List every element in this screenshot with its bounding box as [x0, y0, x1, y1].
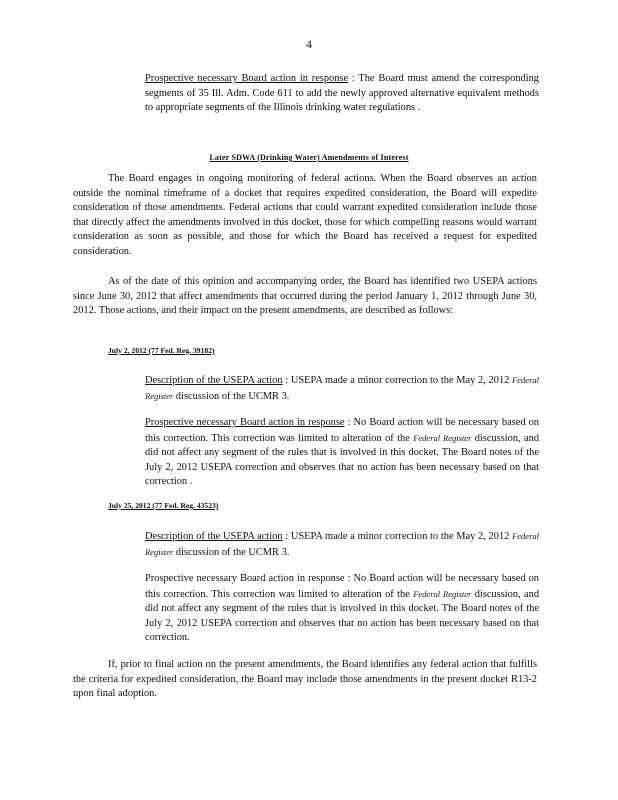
action1-desc-after: discussion of the UCMR 3. — [173, 390, 290, 402]
action2-desc-before: : USEPA made a minor correction to the May 2, 2012 — [282, 531, 513, 542]
intro-label: Prospective necessary Board action in response — [145, 73, 349, 84]
action1-resp-after: discussion, and did not affect any segment of the rules that is involved in this docket. The Board notes of the July 2, 2012 USEPA correction and observes that no action has been necessary based on that correction . — [145, 432, 540, 488]
action2-description — [145, 529, 539, 560]
action1-desc-before: : USEPA made a minor correction to the May 2, 2012 — [282, 375, 513, 386]
intro-text: : The Board must amend the corresponding segments of 35 Ill. Adm. Code 611 to add the newly approved alternative equivalent methods to appropriate segments of the Illinois drinking water regulations . — [145, 73, 539, 114]
action1-desc-fr: Federal Register — [145, 375, 539, 401]
action1-resp-fr: Federal Register — [413, 432, 472, 443]
action1-description — [145, 373, 539, 404]
page-number: 4 — [306, 37, 312, 51]
action2-resp-after: discussion, and did not affect any segment of the rules that is involved in this docket. The Board notes of the July 2, 2012 USEPA correction and observes that no action has been necessary based on that correction. — [145, 588, 540, 644]
paragraph-monitoring: The Board engages in ongoing monitoring of federal actions. When the Board observes an action outside the nominal timeframe of a docket that requires expedited consideration, the Board will expedite consideration of those amendments. Federal actions that could warrant expedited consideration include those that directly affect the amendments involved in this docket, those for which compelling reasons would warrant consideration as soon as possible, and those for which the Board has received a request for expedited consideration. — [73, 173, 537, 257]
section-heading-wrap — [0, 147, 618, 165]
action1-resp-label: Prospective necessary Board action in response — [145, 417, 345, 428]
action1-desc-label: Description of the USEPA action — [145, 375, 283, 386]
action2-response — [145, 572, 539, 646]
action2-resp-before: : No Board action will be necessary based on this correction. This correction was limited to alteration of the — [145, 573, 540, 600]
action1-response — [145, 416, 539, 490]
intro-paragraph — [145, 72, 539, 116]
section-heading: Later SDWA (Drinking Water) Amendments of Interest — [209, 153, 409, 162]
paragraph-expedited: If, prior to final action on the present amendments, the Board identifies any federal action that fulfills the criteria for expedited consideration, the Board may include those amendments in the present docket R13-2 upon final adoption. — [73, 659, 537, 700]
action2-desc-fr: Federal Register — [145, 531, 539, 557]
action2-resp-fr: Federal Register — [413, 588, 472, 599]
paragraph-identified-actions: As of the date of this opinion and accompanying order, the Board has identified two USEPA actions since June 30, 2012 that affect amendments that occurred during the period January 1, 2012 through June 30, 2012. Those actions, and their impact on the present amendments, are described as follows: — [73, 276, 537, 317]
action2-desc-after: discussion of the UCMR 3. — [173, 546, 290, 558]
action2-title: July 25, 2012 (77 Fed. Reg. 43523) — [108, 501, 219, 510]
action1-title: July 2, 2012 (77 Fed. Reg. 39182) — [108, 346, 215, 355]
action2-resp-label: Prospective necessary Board action in response — [145, 573, 345, 584]
action1-resp-before: : No Board action will be necessary based on this correction. This correction was limited to alteration of the — [145, 417, 540, 444]
action2-desc-label: Description of the USEPA action — [145, 531, 283, 542]
